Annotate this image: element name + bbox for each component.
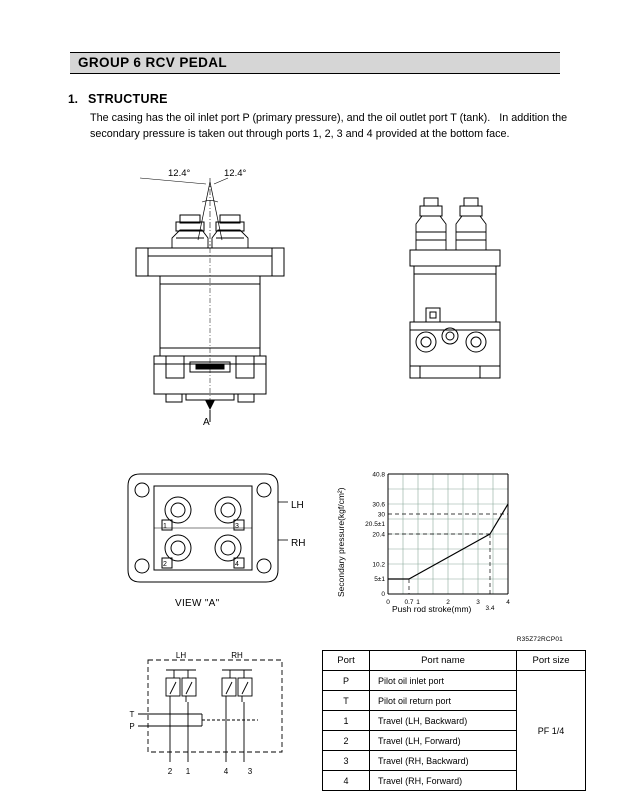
chart-xtick-4: 4 (506, 599, 510, 606)
arrow-a-label: A (203, 417, 210, 428)
schematic-port-4: 4 (223, 767, 229, 776)
table-header-port: Port (323, 651, 370, 671)
chart-ytick-0: 0 (381, 591, 385, 598)
schematic-port-2: 2 (167, 767, 173, 776)
chart-xtick-1: 1 (416, 599, 420, 606)
schematic-lh-label: LH (175, 651, 187, 660)
group-banner (70, 52, 560, 74)
chart-xtick-07: 0.7 (404, 599, 414, 606)
viewa-port-num-4: 4 (235, 561, 239, 568)
viewa-port-num-1: 1 (163, 523, 167, 530)
table-header-size: Port size (517, 651, 586, 671)
chart-ytick-5: 5±1 (374, 576, 385, 583)
viewa-port-num-3: 3 (235, 523, 239, 530)
cell-port-name: Travel (LH, Forward) (370, 731, 517, 751)
chart-ytick-30: 30.6 (372, 501, 385, 509)
table-row (323, 671, 586, 691)
cell-port-name: Pilot oil return port (370, 691, 517, 711)
table-header-row (323, 651, 586, 671)
chart-y-axis-label: Secondary pressure(kgf/cm²) (336, 487, 346, 597)
chart-ytick-10: 10.2 (372, 561, 385, 569)
cell-port: 4 (323, 771, 370, 791)
schematic-port-3: 3 (247, 767, 253, 776)
view-a-rh-label: RH (291, 538, 306, 549)
cell-port: T (323, 691, 370, 711)
cell-port: 1 (323, 711, 370, 731)
cell-port: 3 (323, 751, 370, 771)
front-view-drawing (110, 160, 330, 430)
cell-port-name: Travel (RH, Backward) (370, 751, 517, 771)
schematic-rh-label: RH (231, 651, 243, 660)
cell-port-name: Travel (RH, Forward) (370, 771, 517, 791)
view-a-drawing (118, 470, 288, 588)
chart-ytick-20: 20.4 (372, 531, 385, 539)
chart-xtick-3: 3 (476, 599, 480, 606)
view-a-caption: VIEW "A" (175, 598, 220, 609)
table-header-name: Port name (370, 651, 517, 671)
chart-xtick-34: 3.4 (485, 605, 495, 612)
schematic-port-p: P (129, 722, 135, 731)
chart-x-axis-label: Push rod stroke(mm) (392, 604, 472, 614)
cell-port: 2 (323, 731, 370, 751)
chart-ytick-205: 20.5±1 (365, 521, 385, 528)
section-number: 1. (68, 92, 79, 106)
chart-xtick-0: 0 (386, 599, 390, 606)
schematic-port-1: 1 (185, 767, 191, 776)
drawing-code: R35Z72RCP01 (516, 636, 563, 643)
section-paragraph (90, 110, 568, 142)
hydraulic-schematic (126, 650, 306, 780)
angle-left-label: 12.4° (168, 168, 191, 179)
cell-port-name: Travel (LH, Backward) (370, 711, 517, 731)
cell-port: P (323, 671, 370, 691)
viewa-port-num-2: 2 (163, 561, 167, 568)
paragraph-line-2: secondary pressure is taken out through ports 1, 2, 3 and 4 provided at the bottom face. (90, 128, 510, 140)
port-table (322, 650, 586, 791)
angle-right-label: 12.4° (224, 168, 247, 179)
cell-port-name: Pilot oil inlet port (370, 671, 517, 691)
chart-ytick-30b: 30 (377, 511, 385, 519)
section-title: STRUCTURE (88, 92, 168, 106)
chart-xtick-2: 2 (446, 599, 450, 606)
pressure-stroke-chart (348, 462, 548, 612)
cell-port-size: PF 1/4 (517, 671, 586, 791)
group-title: GROUP 6 RCV PEDAL (78, 55, 228, 70)
paragraph-line-1: The casing has the oil inlet port P (primary pressure), and the oil outlet port T (tank). In addition the (90, 112, 568, 124)
side-view-drawing (400, 190, 520, 410)
view-a-lh-label: LH (291, 500, 304, 511)
chart-ytick-40: 40.8 (372, 471, 385, 479)
schematic-port-t: T (129, 710, 135, 719)
